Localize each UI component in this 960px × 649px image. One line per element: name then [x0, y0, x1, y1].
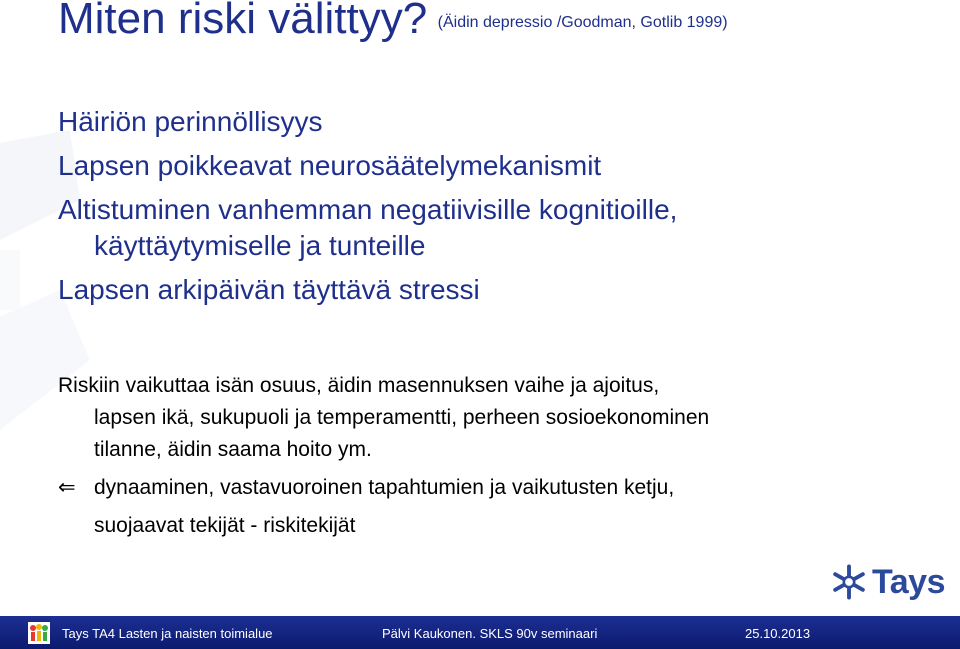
- footer-date: 25.10.2013: [745, 626, 811, 641]
- bullet-item: Altistuminen vanhemman negatiivisille kognitioille,: [58, 194, 678, 225]
- paragraph-line: tilanne, äidin saama hoito ym.: [94, 438, 372, 461]
- slide-source: (Äidin depressio /Goodman, Gotlib 1999): [437, 14, 728, 31]
- paragraph-line: Riskiin vaikuttaa isän osuus, äidin masennuksen vaihe ja ajoitus,: [58, 374, 660, 397]
- footer-presenter: Pälvi Kaukonen. SKLS 90v seminaari: [382, 626, 598, 641]
- snowflake-cross-icon: [830, 560, 868, 604]
- bullet-list: [58, 104, 938, 308]
- bullet-item: Häiriön perinnöllisyys: [58, 106, 323, 137]
- logo-text: Tays: [872, 562, 945, 601]
- body-paragraph: [58, 370, 938, 542]
- left-arrow-icon: ⇐: [58, 476, 76, 499]
- footer-bar: [0, 616, 960, 649]
- paragraph-line: suojaavat tekijät - riskitekijät: [94, 514, 356, 537]
- bullet-item-continuation: käyttäytymiselle ja tunteille: [94, 230, 426, 261]
- title-row: [58, 0, 728, 44]
- arrow-line: [58, 472, 938, 504]
- tays-logo: [830, 560, 945, 604]
- arrow-line-text: dynaaminen, vastavuoroinen tapahtumien ja vaikutusten ketju,: [94, 476, 675, 499]
- slide-title: Miten riski välittyy?: [58, 0, 428, 43]
- paragraph-line: lapsen ikä, sukupuoli ja temperamentti, perheen sosioekonominen: [94, 406, 710, 429]
- footer-organization: Tays TA4 Lasten ja naisten toimialue: [62, 626, 273, 641]
- bullet-item: Lapsen poikkeavat neurosäätelymekanismit: [58, 150, 602, 181]
- colorful-figures-icon: [28, 622, 50, 644]
- bullet-item: Lapsen arkipäivän täyttävä stressi: [58, 274, 480, 305]
